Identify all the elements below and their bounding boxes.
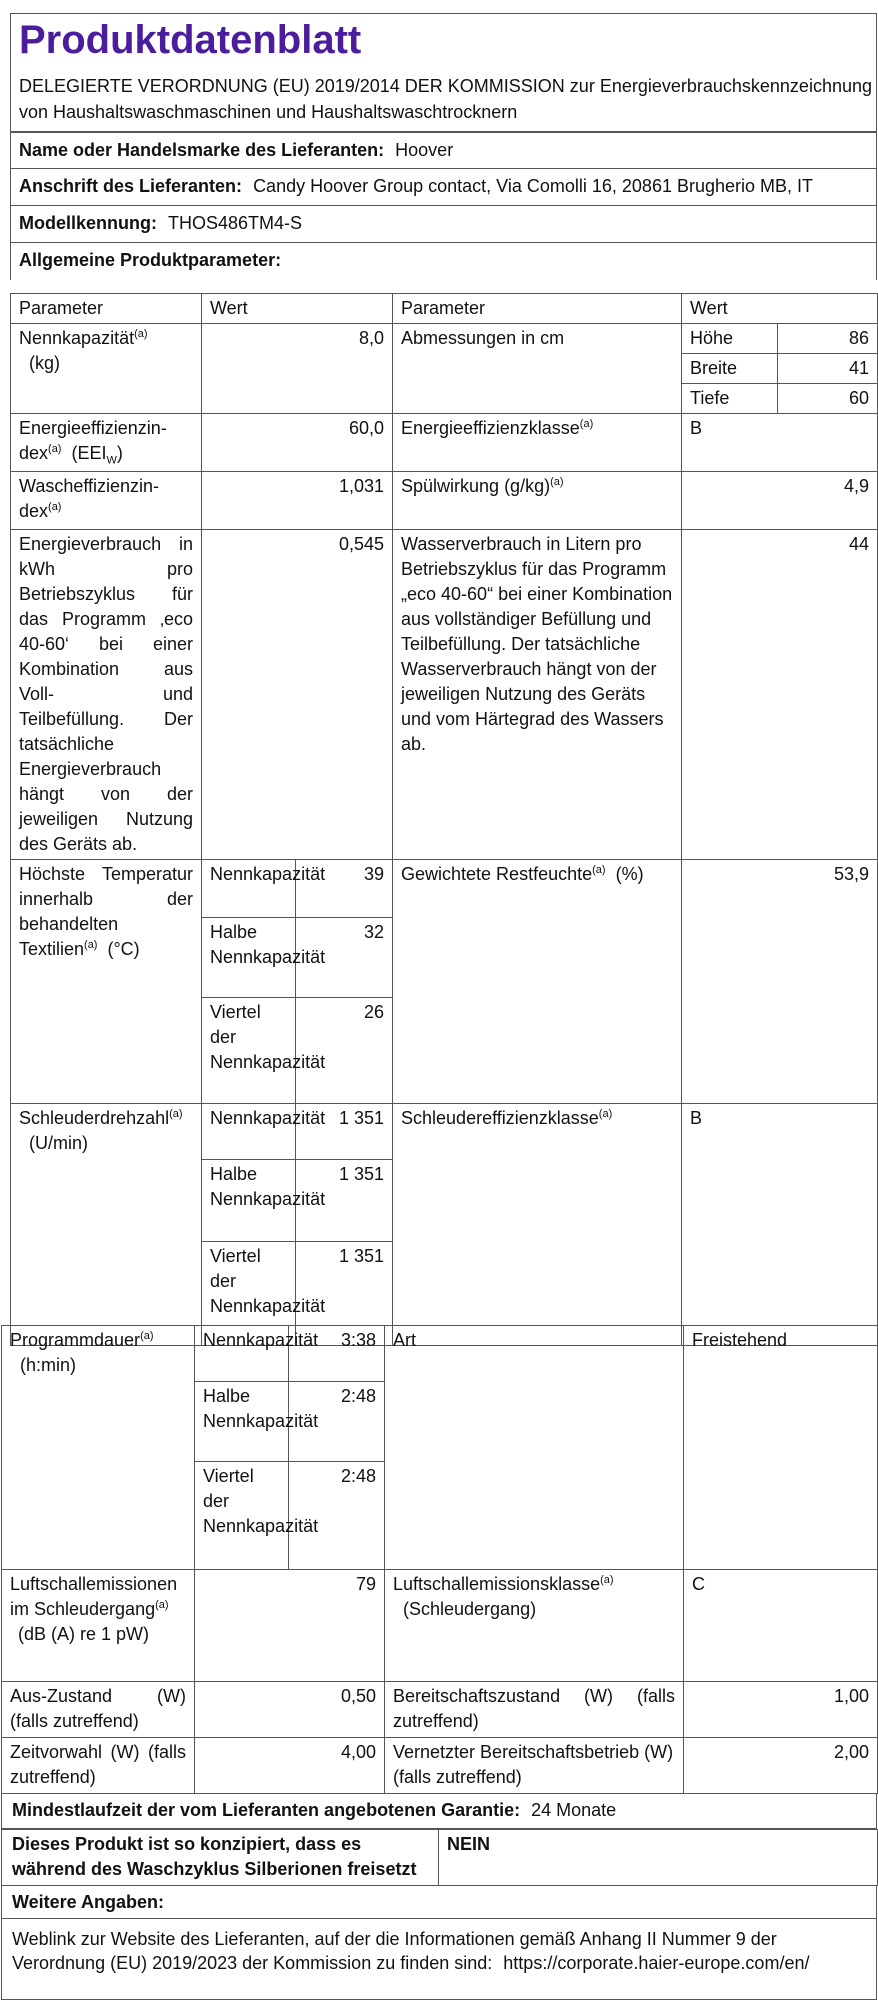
spin-speed-label: Schleuderdrehzahl$^{(a)}$(U/min)	[11, 1104, 202, 1346]
max-temp-row-label: Viertel der Nennkapazität	[202, 998, 296, 1104]
header-value-2: Wert	[682, 294, 878, 324]
warranty-value: 24 Monate	[531, 1800, 617, 1820]
moisture-value: 53,9	[682, 860, 878, 1104]
energy-cons-value: 0,545	[202, 530, 393, 860]
spin-speed-row-label: Viertel der Nennkapazität	[202, 1242, 296, 1346]
standby-label: Bereitschaftszustand (W) (falls zutreffend)	[385, 1682, 684, 1738]
spin-class-label: Schleudereffizienzklasse$^{(a)}$	[393, 1104, 682, 1346]
further-text: Weblink zur Website des Lieferanten, auf der die Informationen gemäß Anhang II Nummer 9 der Verordnung (EU) 2019/2023 der Kommission zu finden sind:	[12, 1929, 777, 1973]
energy-cons-label: Energieverbrauch in kWh pro Betriebszyklus für das Programm ‚eco 40-60‘ bei einer Kombination aus Voll- und Teilbefüllung. Der tatsächliche Energieverbrauch hängt von der jeweiligen Nutzung des Geräts ab.	[11, 530, 202, 860]
noise-class-value: C	[684, 1570, 878, 1682]
further-heading-row	[1, 1885, 877, 1919]
title-box	[10, 13, 877, 68]
off-mode-label: Aus-Zustand (W) (falls zutreffend)	[2, 1682, 195, 1738]
address-row	[10, 169, 877, 206]
spin-speed-row-value: 1 351	[296, 1242, 393, 1346]
eei-label: Energieeffizienzin- dex$^{(a)}$ $(EEI_W)$	[11, 414, 202, 472]
spin-speed-row-value: 1 351	[296, 1104, 393, 1160]
silver-table	[1, 1829, 878, 1886]
supplier-value: Hoover	[395, 140, 454, 160]
off-mode-value: 0,50	[195, 1682, 385, 1738]
model-value: THOS486TM4-S	[168, 213, 303, 233]
duration-row-label: Halbe Nennkapazität	[195, 1382, 289, 1462]
max-temp-row-value: 39	[296, 860, 393, 918]
rated-capacity-value: 8,0	[202, 324, 393, 414]
depth-value: 60	[778, 384, 878, 414]
height-label: Höhe	[682, 324, 778, 354]
noise-label: Luftschallemissionen im Schleudergang$^{(a)}$(dB (A) re 1 pW)	[2, 1570, 195, 1682]
max-temp-row-value: 32	[296, 918, 393, 998]
noise-value: 79	[195, 1570, 385, 1682]
duration-row-value: 3:38	[289, 1326, 385, 1382]
width-label: Breite	[682, 354, 778, 384]
spin-speed-row-label: Nennkapazität	[202, 1104, 296, 1160]
header-parameter-2: Parameter	[393, 294, 682, 324]
page-title: Produktdatenblatt	[19, 18, 362, 62]
rated-capacity-label: Nennkapazität$^{(a)}$ (kg)	[11, 324, 202, 414]
warranty-row	[1, 1793, 877, 1829]
further-heading: Weitere Angaben:	[12, 1892, 165, 1912]
duration-row-label: Nennkapazität	[195, 1326, 289, 1382]
header-value-1: Wert	[202, 294, 393, 324]
warranty-label: Mindestlaufzeit der vom Lieferanten angebotenen Garantie:	[12, 1800, 521, 1820]
rinsing-label: Spülwirkung $(g/kg)^{(a)}$	[393, 472, 682, 530]
networked-label: Vernetzter Bereitschaftsbetrieb (W) (falls zutreffend)	[385, 1738, 684, 1794]
regulation-text: DELEGIERTE VERORDNUNG (EU) 2019/2014 DER KOMMISSION zur Energieverbrauchskennzeichnung von Haushaltswaschmaschinen und Haushaltswaschtrocknern	[10, 68, 877, 132]
delay-value: 4,00	[195, 1738, 385, 1794]
water-cons-value: 44	[682, 530, 878, 860]
general-heading-row	[10, 243, 877, 280]
networked-value: 2,00	[684, 1738, 878, 1794]
address-value: Candy Hoover Group contact, Via Comolli 16, 20861 Brugherio MB, IT	[253, 176, 814, 196]
silver-label: Dieses Produkt ist so konzipiert, dass es während des Waschzyklus Silberionen freisetzt	[2, 1830, 439, 1886]
max-temp-row-label: Halbe Nennkapazität	[202, 918, 296, 998]
header-parameter-1: Parameter	[11, 294, 202, 324]
standby-value: 1,00	[684, 1682, 878, 1738]
dimensions-label: Abmessungen in cm	[393, 324, 682, 414]
model-row	[10, 206, 877, 243]
supplier-label: Name oder Handelsmarke des Lieferanten:	[19, 140, 385, 160]
duration-row-label: Viertel der Nennkapazität	[195, 1462, 289, 1570]
parameter-table-2	[1, 1325, 878, 1794]
moisture-label: Gewichtete Restfeuchte$^{(a)}$ (%)	[393, 860, 682, 1104]
height-value: 86	[778, 324, 878, 354]
noise-class-label: Luftschallemissionsklasse$^{(a)}$ (Schleudergang)	[385, 1570, 684, 1682]
eei-value: 60,0	[202, 414, 393, 472]
spin-speed-row-value: 1 351	[296, 1160, 393, 1242]
type-value: Freistehend	[684, 1326, 878, 1570]
address-label: Anschrift des Lieferanten:	[19, 176, 243, 196]
energy-class-value: B	[682, 414, 878, 472]
model-label: Modellkennung:	[19, 213, 157, 233]
silver-value: NEIN	[439, 1830, 878, 1886]
rinsing-value: 4,9	[682, 472, 878, 530]
general-heading: Allgemeine Produktparameter:	[19, 250, 282, 270]
supplier-website-link[interactable]: https://corporate.haier-europe.com/en/	[503, 1953, 810, 1973]
delay-label: Zeitvorwahl (W) (falls zutreffend)	[2, 1738, 195, 1794]
depth-label: Tiefe	[682, 384, 778, 414]
energy-class-label: Energieeffizienzklasse$^{(a)}$	[393, 414, 682, 472]
further-text-row	[1, 1919, 877, 2000]
max-temp-label: Höchste Temperatur innerhalb der behandelten Textilien$^{(a)}$ (°C)	[11, 860, 202, 1104]
type-label: Art	[385, 1326, 684, 1570]
width-value: 41	[778, 354, 878, 384]
max-temp-row-label: Nennkapazität	[202, 860, 296, 918]
wash-eff-value: 1,031	[202, 472, 393, 530]
spin-speed-row-label: Halbe Nennkapazität	[202, 1160, 296, 1242]
max-temp-row-value: 26	[296, 998, 393, 1104]
supplier-row	[10, 132, 877, 169]
wash-eff-label: Wascheffizienzin- dex$^{(a)}$	[11, 472, 202, 530]
duration-row-value: 2:48	[289, 1462, 385, 1570]
duration-label: Programmdauer$^{(a)}$ (h:min)	[2, 1326, 195, 1570]
water-cons-label: Wasserverbrauch in Litern pro Betriebszyklus für das Programm „eco 40-60“ bei einer Kombination aus vollständiger Befüllung und Teilbefüllung. Der tatsächliche Wasserverbrauch hängt von der jeweiligen Nutzung des Geräts und vom Härtegrad des Wassers ab.	[393, 530, 682, 860]
duration-row-value: 2:48	[289, 1382, 385, 1462]
spin-class-value: B	[682, 1104, 878, 1346]
parameter-table-1	[10, 293, 878, 1346]
